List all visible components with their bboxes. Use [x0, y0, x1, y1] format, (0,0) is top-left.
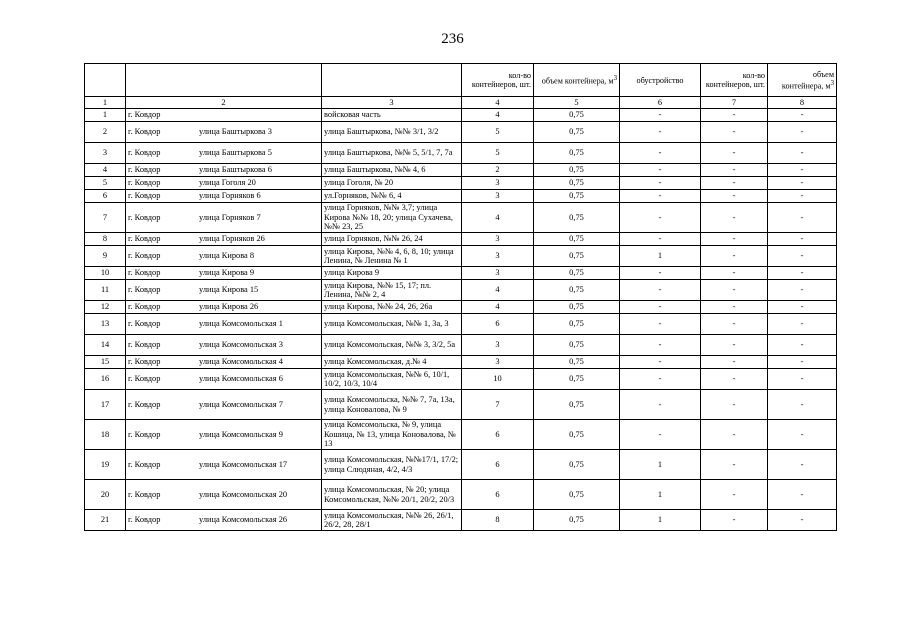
site-city: г. Ковдор — [128, 251, 161, 261]
container-volume-2: - — [768, 356, 837, 369]
site-city: г. Ковдор — [128, 357, 161, 367]
site-address — [126, 450, 322, 480]
column-number: 7 — [701, 97, 768, 109]
container-count-2: - — [701, 143, 768, 164]
site-city: г. Ковдор — [128, 285, 161, 295]
container-volume-2: - — [768, 233, 837, 246]
site-city: г. Ковдор — [128, 340, 161, 350]
site-address — [126, 190, 322, 203]
table-row — [85, 314, 837, 335]
table-row — [85, 190, 837, 203]
site-address — [126, 335, 322, 356]
container-volume-2: - — [768, 510, 837, 531]
container-volume: 0,75 — [534, 314, 620, 335]
container-volume-2: - — [768, 301, 837, 314]
arrangement-value: - — [620, 335, 701, 356]
arrangement-value: - — [620, 420, 701, 450]
served-addresses: улица Комсомольская, № 20; улица Комсомольская, №№ 20/1, 20/2, 20/3 — [322, 480, 462, 510]
container-volume: 0,75 — [534, 164, 620, 177]
container-count: 7 — [462, 390, 534, 420]
row-number: 11 — [85, 280, 126, 301]
row-number: 16 — [85, 369, 126, 390]
column-number: 5 — [534, 97, 620, 109]
site-street: улица Комсомольская 4 — [199, 357, 283, 367]
container-count: 2 — [462, 164, 534, 177]
site-address — [126, 369, 322, 390]
container-count: 3 — [462, 233, 534, 246]
site-city: г. Ковдор — [128, 191, 161, 201]
served-addresses: улица Кирова, №№ 24, 26, 26а — [322, 301, 462, 314]
served-addresses: улица Баштыркова, №№ 5, 5/1, 7, 7а — [322, 143, 462, 164]
arrangement-value: - — [620, 177, 701, 190]
container-volume: 0,75 — [534, 356, 620, 369]
site-street: улица Баштыркова 5 — [199, 148, 272, 158]
container-volume-2: - — [768, 390, 837, 420]
site-address — [126, 420, 322, 450]
site-city: г. Ковдор — [128, 110, 161, 120]
container-count-2: - — [701, 356, 768, 369]
container-volume-2: - — [768, 143, 837, 164]
site-street: улица Комсомольская 1 — [199, 319, 283, 329]
site-address — [126, 122, 322, 143]
site-street: улица Комсомольская 7 — [199, 399, 283, 409]
page-number: 236 — [441, 31, 464, 47]
header-volume-text: объем контейнера, м — [541, 76, 614, 86]
site-city: г. Ковдор — [128, 374, 161, 384]
table-row — [85, 177, 837, 190]
row-number: 8 — [85, 233, 126, 246]
served-addresses: улица Гоголя, № 20 — [322, 177, 462, 190]
container-volume: 0,75 — [534, 369, 620, 390]
arrangement-value: - — [620, 143, 701, 164]
table-row — [85, 480, 837, 510]
site-street: улица Комсомольская 17 — [199, 459, 288, 469]
container-count-2: - — [701, 280, 768, 301]
arrangement-value: - — [620, 356, 701, 369]
arrangement-value: 1 — [620, 510, 701, 531]
header-container-count: кол-во контейнеров, шт. — [462, 64, 534, 97]
site-street: улица Кирова 15 — [199, 285, 259, 295]
site-street: улица Кирова 26 — [199, 302, 259, 312]
container-count: 4 — [462, 280, 534, 301]
arrangement-value: - — [620, 190, 701, 203]
container-volume: 0,75 — [534, 480, 620, 510]
served-addresses: войсковая часть — [322, 109, 462, 122]
container-count: 6 — [462, 450, 534, 480]
site-city: г. Ковдор — [128, 127, 161, 137]
served-addresses: улица Кирова 9 — [322, 267, 462, 280]
container-count-2: - — [701, 369, 768, 390]
container-count: 3 — [462, 177, 534, 190]
site-address — [126, 233, 322, 246]
arrangement-value: - — [620, 122, 701, 143]
site-address — [126, 390, 322, 420]
container-count: 5 — [462, 143, 534, 164]
header-container-volume — [534, 64, 620, 97]
served-addresses: улица Комсомольская, д.№ 4 — [322, 356, 462, 369]
row-number: 9 — [85, 246, 126, 267]
row-number: 4 — [85, 164, 126, 177]
site-street: улица Комсомольская 26 — [199, 515, 288, 525]
site-street: улица Комсомольская 20 — [199, 489, 288, 499]
column-number: 3 — [322, 97, 462, 109]
table-row — [85, 233, 837, 246]
site-city: г. Ковдор — [128, 429, 161, 439]
container-count-2: - — [701, 390, 768, 420]
container-volume: 0,75 — [534, 246, 620, 267]
row-number: 20 — [85, 480, 126, 510]
row-number: 1 — [85, 109, 126, 122]
site-street: улица Горняков 26 — [199, 234, 265, 244]
served-addresses: улица Горняков, №№ 26, 24 — [322, 233, 462, 246]
container-volume: 0,75 — [534, 335, 620, 356]
table-row — [85, 267, 837, 280]
site-city: г. Ковдор — [128, 515, 161, 525]
container-volume-2: - — [768, 109, 837, 122]
arrangement-value: 1 — [620, 246, 701, 267]
header-container-count-2: кол-во контейнеров, шт. — [701, 64, 768, 97]
table-row — [85, 369, 837, 390]
container-count: 8 — [462, 510, 534, 531]
site-city: г. Ковдор — [128, 399, 161, 409]
table-row — [85, 109, 837, 122]
arrangement-value: - — [620, 369, 701, 390]
site-city: г. Ковдор — [128, 234, 161, 244]
served-addresses: улица Комсомольская, №№ 26, 26/1, 26/2, 28, 28/1 — [322, 510, 462, 531]
table-row — [85, 301, 837, 314]
container-volume-2: - — [768, 314, 837, 335]
container-count-2: - — [701, 510, 768, 531]
table-row — [85, 246, 837, 267]
table-row — [85, 450, 837, 480]
site-city: г. Ковдор — [128, 319, 161, 329]
site-city: г. Ковдор — [128, 165, 161, 175]
header-no — [85, 64, 126, 97]
row-number: 14 — [85, 335, 126, 356]
container-volume: 0,75 — [534, 203, 620, 233]
site-address — [126, 356, 322, 369]
served-addresses: улица Горняков, №№ 3,7; улица Кирова №№ 18, 20; улица Сухачева, №№ 23, 25 — [322, 203, 462, 233]
arrangement-value: - — [620, 301, 701, 314]
arrangement-value: - — [620, 109, 701, 122]
row-number: 7 — [85, 203, 126, 233]
arrangement-value: 1 — [620, 480, 701, 510]
site-address — [126, 301, 322, 314]
container-count-2: - — [701, 420, 768, 450]
arrangement-value: - — [620, 233, 701, 246]
container-volume: 0,75 — [534, 450, 620, 480]
site-city: г. Ковдор — [128, 212, 161, 222]
container-count-2: - — [701, 314, 768, 335]
site-address — [126, 164, 322, 177]
served-addresses: улица Баштыркова, №№ 3/1, 3/2 — [322, 122, 462, 143]
row-number: 21 — [85, 510, 126, 531]
site-city: г. Ковдор — [128, 268, 161, 278]
column-number: 6 — [620, 97, 701, 109]
container-volume-2: - — [768, 246, 837, 267]
header-container-volume-2 — [768, 64, 837, 97]
container-volume: 0,75 — [534, 510, 620, 531]
site-street: улица Баштыркова 3 — [199, 127, 272, 137]
container-count-2: - — [701, 109, 768, 122]
header-arrangement: обустройство — [620, 64, 701, 97]
table-row — [85, 203, 837, 233]
container-count: 4 — [462, 301, 534, 314]
served-addresses: улица Баштыркова, №№ 4, 6 — [322, 164, 462, 177]
header-row — [85, 64, 837, 97]
container-volume-2: - — [768, 450, 837, 480]
table-row — [85, 420, 837, 450]
column-number: 1 — [85, 97, 126, 109]
container-count-2: - — [701, 164, 768, 177]
container-volume-2: - — [768, 122, 837, 143]
container-count: 3 — [462, 190, 534, 203]
container-count: 10 — [462, 369, 534, 390]
container-volume: 0,75 — [534, 390, 620, 420]
row-number: 15 — [85, 356, 126, 369]
header-served — [322, 64, 462, 97]
site-address — [126, 510, 322, 531]
served-addresses: улица Комсомольская, №№ 3, 3/2, 5а — [322, 335, 462, 356]
served-addresses: улица Комсомольская, №№ 6, 10/1, 10/2, 10/3, 10/4 — [322, 369, 462, 390]
table-row — [85, 390, 837, 420]
container-volume: 0,75 — [534, 190, 620, 203]
site-address — [126, 177, 322, 190]
header-address — [126, 64, 322, 97]
container-volume: 0,75 — [534, 109, 620, 122]
container-count: 4 — [462, 109, 534, 122]
container-count: 5 — [462, 122, 534, 143]
table-row — [85, 335, 837, 356]
table-row — [85, 122, 837, 143]
container-volume: 0,75 — [534, 280, 620, 301]
row-number: 19 — [85, 450, 126, 480]
row-number: 3 — [85, 143, 126, 164]
served-addresses: улица Комсомольска, № 9, улица Кошица, № 13, улица Коновалова, № 13 — [322, 420, 462, 450]
container-volume-2: - — [768, 203, 837, 233]
served-addresses: ул.Горняков, №№ 6, 4 — [322, 190, 462, 203]
container-volume: 0,75 — [534, 301, 620, 314]
site-address — [126, 203, 322, 233]
container-volume-2: - — [768, 164, 837, 177]
site-street: улица Горняков 7 — [199, 212, 261, 222]
container-volume: 0,75 — [534, 143, 620, 164]
table-row — [85, 356, 837, 369]
arrangement-value: - — [620, 390, 701, 420]
container-count: 3 — [462, 335, 534, 356]
site-address — [126, 267, 322, 280]
site-street: улица Кирова 9 — [199, 268, 255, 278]
served-addresses: улица Кирова, №№ 15, 17; пл. Ленина, №№ 2, 4 — [322, 280, 462, 301]
container-volume-2: - — [768, 267, 837, 280]
container-count-2: - — [701, 267, 768, 280]
site-street: улица Баштыркова 6 — [199, 165, 272, 175]
container-count: 6 — [462, 480, 534, 510]
header-volume2-sup: 3 — [830, 79, 834, 87]
site-city: г. Ковдор — [128, 489, 161, 499]
site-address — [126, 109, 322, 122]
row-number: 2 — [85, 122, 126, 143]
row-number: 10 — [85, 267, 126, 280]
container-count-2: - — [701, 233, 768, 246]
table-row — [85, 164, 837, 177]
served-addresses: улица Комсомольска, №№ 7, 7а, 13а, улица Коновалова, № 9 — [322, 390, 462, 420]
arrangement-value: - — [620, 314, 701, 335]
site-address — [126, 480, 322, 510]
site-address — [126, 314, 322, 335]
table-row — [85, 510, 837, 531]
column-numbers-row — [85, 97, 837, 109]
container-volume: 0,75 — [534, 267, 620, 280]
container-volume-2: - — [768, 280, 837, 301]
container-sites-table — [84, 63, 837, 531]
column-number: 8 — [768, 97, 837, 109]
container-volume-2: - — [768, 335, 837, 356]
container-volume-2: - — [768, 480, 837, 510]
container-volume-2: - — [768, 190, 837, 203]
container-count: 3 — [462, 246, 534, 267]
arrangement-value: - — [620, 267, 701, 280]
column-number: 4 — [462, 97, 534, 109]
row-number: 13 — [85, 314, 126, 335]
container-volume-2: - — [768, 177, 837, 190]
table-row — [85, 143, 837, 164]
site-street: улица Комсомольская 3 — [199, 340, 283, 350]
container-volume: 0,75 — [534, 420, 620, 450]
column-number: 2 — [126, 97, 322, 109]
container-count: 6 — [462, 420, 534, 450]
served-addresses: улица Кирова, №№ 4, 6, 8, 10; улица Ленина, № Ленина № 1 — [322, 246, 462, 267]
row-number: 6 — [85, 190, 126, 203]
site-address — [126, 246, 322, 267]
container-count: 6 — [462, 314, 534, 335]
row-number: 18 — [85, 420, 126, 450]
container-count-2: - — [701, 177, 768, 190]
container-count: 4 — [462, 203, 534, 233]
container-count-2: - — [701, 203, 768, 233]
site-address — [126, 280, 322, 301]
container-count-2: - — [701, 480, 768, 510]
site-street: улица Комсомольская 6 — [199, 374, 283, 384]
served-addresses: улица Комсомольская, №№17/1, 17/2; улица Слюдяная, 4/2, 4/3 — [322, 450, 462, 480]
arrangement-value: - — [620, 280, 701, 301]
container-count-2: - — [701, 190, 768, 203]
site-city: г. Ковдор — [128, 459, 161, 469]
site-street: улица Гоголя 20 — [199, 178, 256, 188]
arrangement-value: - — [620, 164, 701, 177]
container-count: 3 — [462, 356, 534, 369]
container-volume-2: - — [768, 420, 837, 450]
container-count: 3 — [462, 267, 534, 280]
site-street: улица Горняков 6 — [199, 191, 261, 201]
arrangement-value: - — [620, 203, 701, 233]
site-city: г. Ковдор — [128, 302, 161, 312]
row-number: 17 — [85, 390, 126, 420]
container-volume: 0,75 — [534, 177, 620, 190]
container-count-2: - — [701, 122, 768, 143]
container-count-2: - — [701, 246, 768, 267]
container-count-2: - — [701, 335, 768, 356]
site-address — [126, 143, 322, 164]
container-volume: 0,75 — [534, 122, 620, 143]
header-volume-sup: 3 — [613, 75, 617, 83]
container-count-2: - — [701, 301, 768, 314]
arrangement-value: 1 — [620, 450, 701, 480]
header-volume2-text: объем контейнера, м — [781, 69, 834, 91]
served-addresses: улица Комсомольская, №№ 1, 3а, 3 — [322, 314, 462, 335]
site-city: г. Ковдор — [128, 178, 161, 188]
site-street: улица Комсомольская 9 — [199, 429, 283, 439]
container-count-2: - — [701, 450, 768, 480]
site-city: г. Ковдор — [128, 148, 161, 158]
site-street: улица Кирова 8 — [199, 251, 255, 261]
table-row — [85, 280, 837, 301]
container-volume-2: - — [768, 369, 837, 390]
container-volume: 0,75 — [534, 233, 620, 246]
row-number: 5 — [85, 177, 126, 190]
row-number: 12 — [85, 301, 126, 314]
